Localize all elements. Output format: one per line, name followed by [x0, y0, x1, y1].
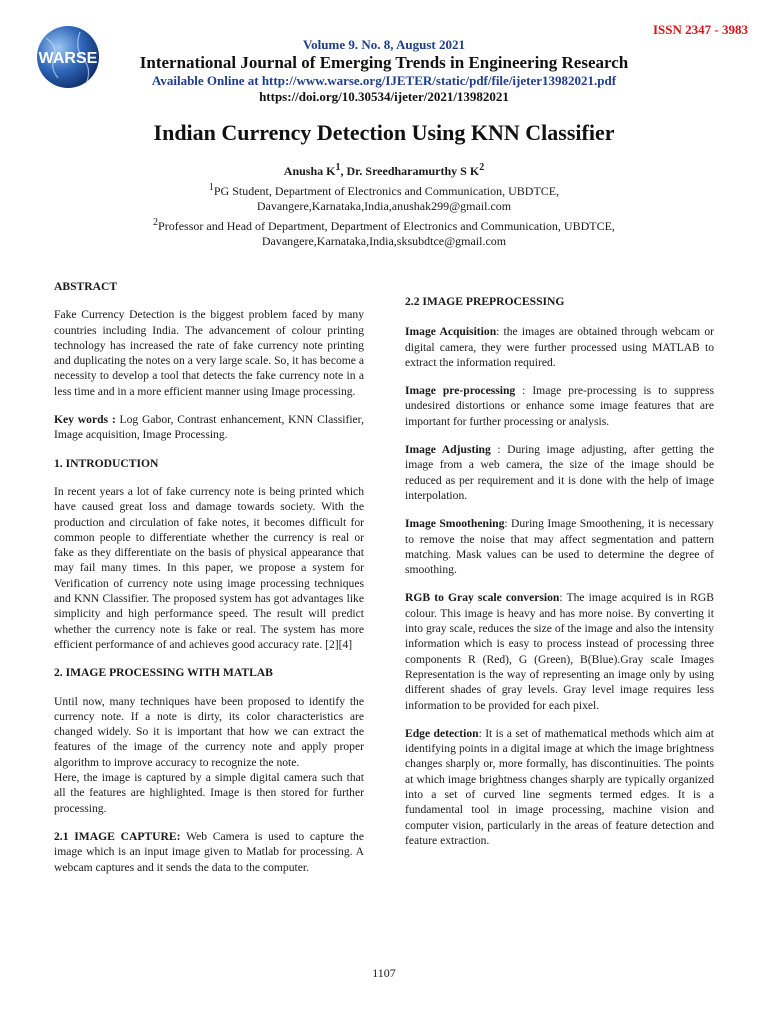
- matlab-paragraph-2: Here, the image is captured by a simple digital camera such that all the features are highlighted. Image is then stored for further processing.: [54, 771, 364, 815]
- matlab-heading: 2. IMAGE PROCESSING WITH MATLAB: [54, 666, 273, 680]
- affiliation-1-address: Davangere,Karnataka,India,anushak299@gmail.com: [256, 199, 512, 213]
- right-column: [405, 294, 714, 861]
- image-capture: 2.1 IMAGE CAPTURE: Web Camera is used to capture the image which is an input image given to Matlab for processing. A webcam captures and it sends the data to the computer.: [54, 829, 364, 874]
- volume-info: Volume 9. No. 8, August 2021: [302, 37, 466, 52]
- matlab-paragraph-1: Until now, many techniques have been proposed to identify the currency note. If a note is dirty, its color characteristics are changed widely. So it is important that how we can extract the features of the image of the currency note and apply proper algorithm to improve accuracy to recognize the note.: [54, 694, 364, 769]
- item-image-smoothening: Image Smoothening: During Image Smoothening, it is necessary to remove the noise that may affect segmentation and pattern matching. Mask values can be used to determine the degree of smoothing.: [405, 517, 714, 577]
- left-column: [54, 279, 364, 888]
- item-rgb-to-gray: RGB to Gray scale conversion: The image acquired is in RGB colour. This image is heavy and has more noise. By converting it into gray scale, reduces the size of the image and also the intensity information which is easy to process instead of processing three components R (Red), G (Green), B(Blue).Gray scale Images Representation is the way of representing an image only by using different shades of gray levels. Gray level image requires less information to be provided for each pixel.: [405, 591, 714, 712]
- introduction-text: In recent years a lot of fake currency note is being printed which have caused great loss and damage towards society. With the production and circulation of fake notes, it becomes difficult for common people to differentiate whether the currency is real or fake as they differentiate on the basis of physical appearance that may fail many times. In this paper, we propose a system for Verification of currency note using image processing techniques and KNN Classifier. The proposed system has got advantages like simplicity and high performance speed. The result will predict whether the currency note is fake or real. The system has more efficient performance of and achieves good accuracy rate. [2][4]: [54, 484, 364, 651]
- author-names: Anusha $K^1$, Dr. Sreedharamurthy S $K^2$: [283, 162, 485, 178]
- item-image-preprocessing: Image pre-processing : Image pre-processing is to suppress undesired distortions or enhance some image features that are important for further processing or analysis.: [405, 384, 714, 428]
- warse-logo-text: WARSE: [38, 50, 98, 67]
- keywords: Key words : Log Gabor, Contrast enhancement, KNN Classifier, Image acquisition, Image Processing.: [54, 413, 364, 442]
- available-online-link[interactable]: Available Online at http://www.warse.org/IJETER/static/pdf/file/ijeter13982021.pdf: [151, 73, 617, 88]
- doi-link[interactable]: https://doi.org/10.30534/ijeter/2021/13982021: [259, 89, 509, 104]
- affiliation-2: $^2$Professor and Head of Department, Department of Electronics and Communication, UBDTCE,: [153, 216, 615, 233]
- paper-title: Indian Currency Detection Using KNN Classifier: [153, 120, 615, 145]
- affiliation-1: $^1$PG Student, Department of Electronics and Communication, UBDTCE,: [208, 181, 560, 198]
- item-image-acquisition: Image Acquisition: the images are obtained through webcam or digital camera, they were further processed using MATLAB to extract the information required.: [405, 325, 714, 369]
- journal-name: International Journal of Emerging Trends in Engineering Research: [139, 53, 629, 72]
- introduction-heading: 1. INTRODUCTION: [54, 456, 159, 470]
- preprocessing-heading: 2.2 IMAGE PREPROCESSING: [405, 295, 565, 308]
- item-edge-detection: Edge detection: It is a set of mathematical methods which aim at identifying points in a digital image at which the image brightness changes sharply or, more formally, has discontinuities. The points at which image brightness changes sharply are typically organized into a set of curved line segments termed edges. It is a fundamental tool in image processing, machine vision and computer vision, particularly in the areas of feature detection and feature extraction.: [405, 726, 714, 847]
- author-block: [0, 160, 768, 250]
- issn: ISSN 2347 - 3983: [653, 22, 748, 37]
- page-number: 1107: [372, 966, 396, 980]
- abstract-text: Fake Currency Detection is the biggest problem faced by many countries including India. The advancement of colour printing technology has increased the rate of fake currency note printing and duplicating the notes on a very large scale. So, it has become a necessity to develop a tool that detects the fake currency note in a less time and in a more efficient manner using Image processing.: [54, 308, 364, 398]
- journal-header: [0, 37, 768, 105]
- abstract-heading: ABSTRACT: [54, 280, 118, 293]
- item-image-adjusting: Image Adjusting : During image adjusting, after getting the image from a web camera, the size of the image should be reduced as per requirement and it is done with the help of image interpolation.: [405, 443, 714, 502]
- affiliation-2-address: Davangere,Karnataka,India,sksubdtce@gmail.com: [261, 234, 507, 248]
